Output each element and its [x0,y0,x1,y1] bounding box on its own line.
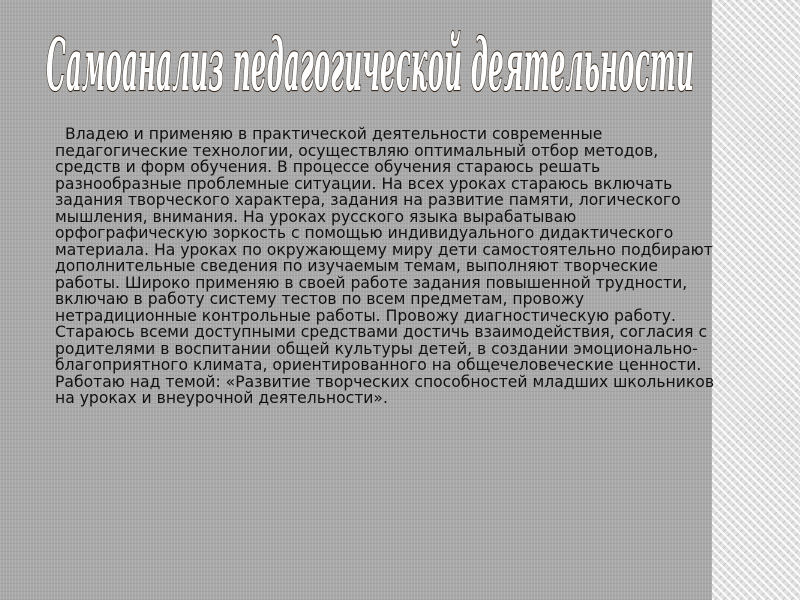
decorative-side-band [712,0,800,600]
body-paragraph: Владею и применяю в практической деятельности современные педагогические технологии, осуществляю оптимальный отбор методов, средств и форм обучения. В процессе обучения стараюсь решать разнообразные проблемные ситуации. На всех уроках стараюсь включать задания творческого характера, задания на развитие памяти, логического мышления, внимания. На уроках русского языка вырабатываю орфографическую зоркость с помощью индивидуального дидактического материала. На уроках по окружающему миру дети самостоятельно подбирают дополнительные сведения по изучаемым темам, выполняют творческие работы. Широко применяю в своей работе задания повышенной трудности, включаю в работу систему тестов по всем предметам, провожу нетрадиционные контрольные работы. Провожу диагностическую работу. Стараюсь всеми доступными средствами достичь взаимодействия, согласия с родителями в воспитании общей культуры детей, в создании эмоционально-благоприятного климата, ориентированного на общечеловеческие ценности. Работаю над темой: «Развитие творческих способностей младших школьников на уроках и внеурочной деятельности». [55,125,715,407]
slide-title-wordart [40,22,700,122]
slide-title: Самоанализ педагогической деятельности [46,22,694,108]
